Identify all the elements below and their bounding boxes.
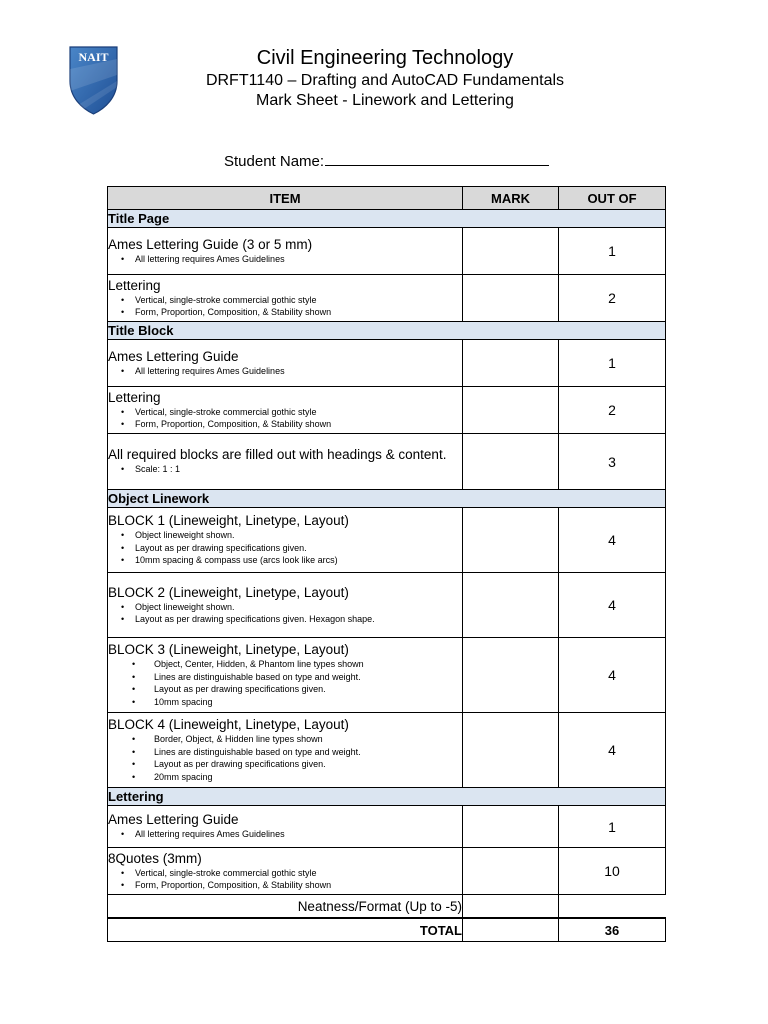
criteria-bullet: • 10mm spacing & compass use (arcs look like arcs): [108, 554, 462, 567]
item-cell: [108, 713, 463, 788]
item-criteria-list: [108, 828, 462, 841]
out-of-cell: 4: [559, 713, 666, 788]
item-cell: [108, 848, 463, 895]
mark-cell[interactable]: [463, 434, 559, 490]
item-cell: [108, 387, 463, 434]
item-criteria-list: [108, 658, 462, 708]
criteria-bullet: • Form, Proportion, Composition, & Stability shown: [108, 879, 462, 892]
item-title: BLOCK 2 (Lineweight, Linetype, Layout): [108, 584, 349, 600]
total-value: 36: [559, 918, 666, 942]
total-mark-cell[interactable]: [463, 918, 559, 942]
program-title: Civil Engineering Technology: [256, 47, 514, 69]
header-mark: MARK: [463, 187, 559, 210]
svg-text:NAIT: NAIT: [78, 50, 109, 64]
criteria-bullet: • All lettering requires Ames Guidelines: [108, 253, 462, 266]
item-criteria-list: [108, 253, 462, 266]
student-name-label: Student Name:: [224, 153, 325, 170]
total-row: [108, 918, 666, 942]
mark-cell[interactable]: [463, 713, 559, 788]
criteria-bullet: • Vertical, single-stroke commercial gothic style: [108, 406, 462, 419]
item-title: BLOCK 3 (Lineweight, Linetype, Layout): [108, 642, 349, 657]
table-row: [108, 638, 666, 713]
student-name-field: [224, 150, 549, 172]
out-of-cell: 1: [559, 340, 666, 387]
criteria-bullet: • Object, Center, Hidden, & Phantom line types shown: [108, 658, 462, 671]
mark-cell[interactable]: [463, 387, 559, 434]
criteria-bullet: • All lettering requires Ames Guidelines: [108, 365, 462, 378]
table-header-row: [108, 187, 666, 210]
table-row: [108, 573, 666, 638]
item-title: Ames Lettering Guide: [108, 812, 239, 828]
out-of-cell: 1: [559, 228, 666, 275]
item-criteria-list: [108, 733, 462, 783]
item-criteria-list: [108, 406, 462, 431]
item-title: Lettering: [108, 277, 161, 293]
item-cell: [108, 228, 463, 275]
out-of-cell: 4: [559, 508, 666, 573]
neatness-empty-cell: [559, 895, 666, 919]
section-title: Title Page: [108, 210, 666, 228]
table-row: [108, 508, 666, 573]
criteria-bullet: • Form, Proportion, Composition, & Stability shown: [108, 306, 462, 319]
criteria-bullet: • All lettering requires Ames Guidelines: [108, 828, 462, 841]
table-row: [108, 806, 666, 848]
student-name-blank[interactable]: [325, 150, 549, 166]
item-criteria-list: [108, 294, 462, 319]
item-cell: [108, 638, 463, 713]
sheet-title: Mark Sheet - Linework and Lettering: [256, 92, 514, 109]
mark-cell[interactable]: [463, 848, 559, 895]
criteria-bullet: • Border, Object, & Hidden line types shown: [108, 733, 462, 746]
out-of-cell: 4: [559, 638, 666, 713]
criteria-bullet: • Vertical, single-stroke commercial gothic style: [108, 867, 462, 880]
table-row: [108, 340, 666, 387]
mark-cell[interactable]: [463, 275, 559, 322]
item-title: Ames Lettering Guide (3 or 5 mm): [108, 236, 313, 252]
table-row: [108, 387, 666, 434]
item-cell: [108, 340, 463, 387]
header-out-of: OUT OF: [559, 187, 666, 210]
section-row: [108, 490, 666, 508]
item-criteria-list: [108, 601, 462, 626]
out-of-cell: 2: [559, 387, 666, 434]
table-row: [108, 848, 666, 895]
item-cell: [108, 434, 463, 490]
section-row: [108, 210, 666, 228]
neatness-mark-cell[interactable]: [463, 895, 559, 919]
table-row: [108, 275, 666, 322]
criteria-bullet: • Layout as per drawing specifications given.: [108, 542, 462, 555]
table-row: [108, 228, 666, 275]
document-header: [110, 46, 660, 111]
section-title: Lettering: [108, 788, 666, 806]
item-title: 8Quotes (3mm): [108, 850, 202, 866]
criteria-bullet: • Vertical, single-stroke commercial gothic style: [108, 294, 462, 307]
item-title: All required blocks are filled out with headings & content.: [108, 447, 447, 463]
header-item: ITEM: [108, 187, 463, 210]
out-of-cell: 10: [559, 848, 666, 895]
neatness-row: [108, 895, 666, 919]
item-cell: [108, 806, 463, 848]
item-cell: [108, 573, 463, 638]
mark-sheet-table: [107, 186, 666, 942]
section-title: Title Block: [108, 322, 666, 340]
item-cell: [108, 508, 463, 573]
mark-cell[interactable]: [463, 228, 559, 275]
criteria-bullet: • Layout as per drawing specifications given.: [108, 683, 462, 696]
item-cell: [108, 275, 463, 322]
mark-cell[interactable]: [463, 806, 559, 848]
criteria-bullet: • Object lineweight shown.: [108, 529, 462, 542]
neatness-label: Neatness/Format (Up to -5): [108, 895, 463, 919]
item-title: Ames Lettering Guide: [108, 348, 239, 364]
criteria-bullet: • Form, Proportion, Composition, & Stability shown: [108, 418, 462, 431]
table-row: [108, 434, 666, 490]
item-title: Lettering: [108, 389, 161, 405]
section-title: Object Linework: [108, 490, 666, 508]
mark-cell[interactable]: [463, 340, 559, 387]
item-title: BLOCK 4 (Lineweight, Linetype, Layout): [108, 717, 349, 732]
criteria-bullet: • Lines are distinguishable based on type and weight.: [108, 671, 462, 684]
criteria-bullet: • 10mm spacing: [108, 696, 462, 709]
out-of-cell: 1: [559, 806, 666, 848]
item-criteria-list: [108, 529, 462, 567]
mark-cell[interactable]: [463, 638, 559, 713]
item-criteria-list: [108, 365, 462, 378]
table-row: [108, 713, 666, 788]
criteria-bullet: • 20mm spacing: [108, 771, 462, 784]
item-criteria-list: [108, 463, 462, 476]
section-row: [108, 788, 666, 806]
course-title: DRFT1140 – Drafting and AutoCAD Fundamentals: [205, 72, 565, 89]
out-of-cell: 4: [559, 573, 666, 638]
out-of-cell: 2: [559, 275, 666, 322]
out-of-cell: 3: [559, 434, 666, 490]
total-label: TOTAL: [108, 918, 463, 942]
mark-cell[interactable]: [463, 573, 559, 638]
item-criteria-list: [108, 867, 462, 892]
section-row: [108, 322, 666, 340]
mark-cell[interactable]: [463, 508, 559, 573]
criteria-bullet: • Layout as per drawing specifications given.: [108, 758, 462, 771]
criteria-bullet: • Lines are distinguishable based on type and weight.: [108, 746, 462, 759]
criteria-bullet: • Layout as per drawing specifications given. Hexagon shape.: [108, 613, 462, 626]
item-title: BLOCK 1 (Lineweight, Linetype, Layout): [108, 513, 349, 529]
criteria-bullet: • Object lineweight shown.: [108, 601, 462, 614]
criteria-bullet: • Scale: 1 : 1: [108, 463, 462, 476]
